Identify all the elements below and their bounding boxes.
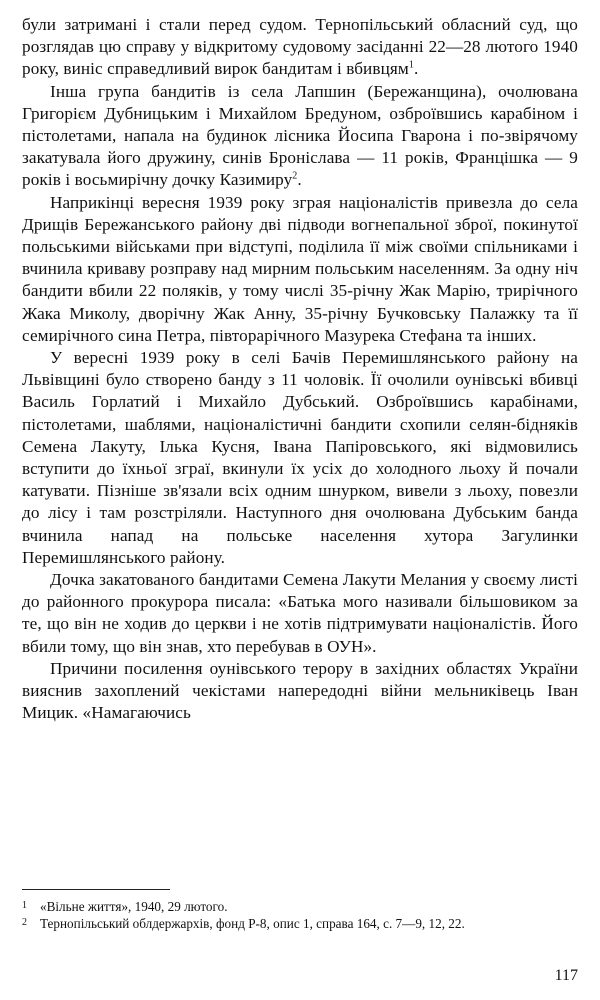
footnote-ref-2: 2 bbox=[292, 170, 298, 182]
page-number: 117 bbox=[554, 967, 578, 984]
paragraph-4: У вересні 1939 року в селі Бачів Перемишлянського району на Львівщині було створено банду з 11 чоловік. Її очолили оунівські вбивці Василь Горлатий і Михайло Дубський. Озброївшись карабінами, пістолетами, шаблями, націоналістичні бандити схопили селян-бідняків Семена Лакуту, Ілька Кусня, Івана Папіровського, які відмовились вступити до їхньої зграї, вкинули їх усіх до холодного льоху й почали катувати. Пізніше зв'язали всіх одним шнурком, вивели з льоху, повезли до лісу і там розстріляли. Наступного дня очолювана Дубським банда вчинила напад на польське населення хутора Загулинки Перемишлянського району. bbox=[22, 348, 578, 567]
footnote-2 bbox=[22, 915, 578, 932]
paragraph-2-text: Інша група бандитів із села Лапшин (Бережанщина), очолювана Григорієм Дубницьким і Михайлом Бредуном, озброївшись карабіном і пістолетами, напала на будинок лісника Йосипа Гварона і по-звірячому закатувала його дружину, синів Броніслава — 11 років, Францішка — 9 років і восьмирічну дочку Казимиру bbox=[22, 81, 578, 190]
footnotes bbox=[22, 898, 578, 932]
footnote-ref-1: 1 bbox=[408, 59, 414, 71]
paragraph-2 bbox=[22, 81, 578, 192]
body-text bbox=[22, 14, 578, 725]
paragraph-6: Причини посилення оунівського терору в західних областях України вияснив захоплений чекістами напередодні війни мельниківець Іван Мицик. «Намагаючись bbox=[22, 658, 578, 723]
paragraph-5: Дочка закатованого бандитами Семена Лакути Мелания у своєму листі до районного прокурора писала: «Батька мого називали більшовиком за те, що він не ходив до церкви і не хотів підтримувати націоналістів. Його вбили тому, що він знав, хто перебував в ОУН». bbox=[22, 570, 579, 656]
paragraph-2-tail: . bbox=[297, 170, 302, 190]
footnote-2-text: Тернопільський облдержархів, фонд Р-8, опис 1, справа 164, с. 7—9, 12, 22. bbox=[40, 916, 465, 931]
footnote-1 bbox=[22, 898, 578, 915]
paragraph-1-tail: . bbox=[413, 59, 419, 79]
paragraph-1-text: були затримані і стали перед судом. Тернопільський обласний суд, що розглядав цю справу у відкритому судовому засіданні 22—28 лютого 1940 року, виніс справедливий вирок бандитам і вбивцям bbox=[22, 15, 578, 79]
footnote-1-mark: 1 bbox=[22, 900, 27, 911]
page bbox=[22, 14, 578, 725]
footnote-1-text: «Вільне життя», 1940, 29 лютого. bbox=[40, 899, 228, 914]
paragraph-1 bbox=[22, 14, 578, 81]
paragraph-3: Наприкінці вересня 1939 року зграя націоналістів привезла до села Дрищів Бережанського району дві підводи вогнепальної зброї, покинутої польськими військами при відступі, поділила її між своїми спільниками і вчинила криваву розправу над мирним польським населенням. За одну ніч бандити вбили 22 поляків, у тому числі 35-річну Жак Марію, трирічного Жака Миколу, дворічну Жак Анну, 35-річну Бучковську Палажку та її семирічного сина Петра, півторарічного Мазурека Стефана та інших. bbox=[22, 192, 578, 345]
footnote-divider bbox=[22, 889, 170, 890]
footnote-2-mark: 2 bbox=[22, 917, 27, 928]
